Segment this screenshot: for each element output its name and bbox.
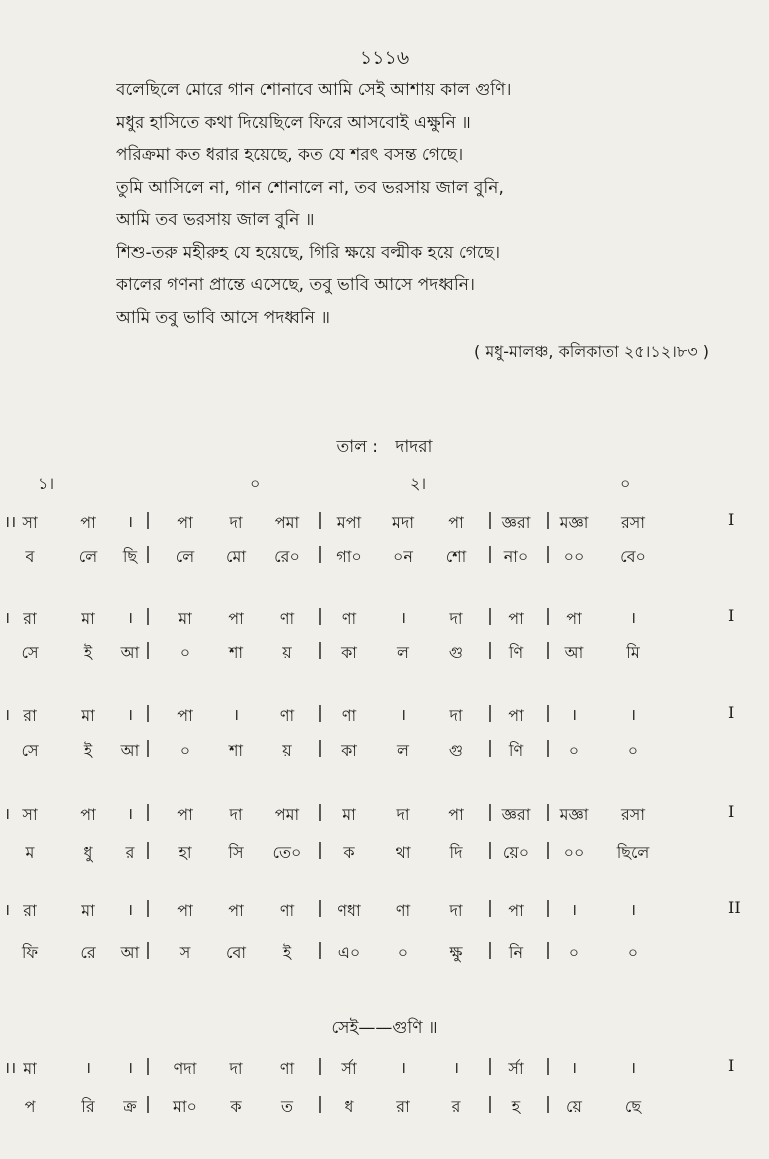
syllable-cell: ণি [508, 741, 524, 760]
bar-line: | [545, 1094, 551, 1114]
note-cell: পমা [274, 805, 300, 824]
note-cell: । [126, 1058, 134, 1077]
note-cell: পা [80, 805, 96, 824]
syllable-cell: ছিলে [616, 843, 650, 862]
syllable-cell: আ [120, 643, 140, 662]
beat-mark: ১। [38, 474, 55, 493]
syllable-cell: ণি [508, 643, 524, 662]
bar-line: | [545, 606, 551, 626]
bar-line: | [487, 898, 493, 918]
bar-line: | [317, 802, 323, 822]
note-cell: । [126, 705, 134, 724]
lyric-line: কালের গণনা প্রান্তে এসেছে, তবু ভাবি আসে পদধ্বনি। [116, 275, 475, 295]
notation-row [0, 898, 769, 928]
bar-line: | [545, 898, 551, 918]
syllable-cell: সি [228, 843, 244, 862]
note-cell: পা [448, 805, 464, 824]
syllable-cell: য় [282, 741, 292, 760]
bar-line: | [145, 940, 151, 960]
note-cell: । [126, 804, 134, 823]
syllable-cell: না০ [503, 547, 529, 566]
syllable-cell: ০ [627, 943, 639, 962]
note-cell: ণধা [337, 901, 361, 920]
note-cell: পা [566, 609, 582, 628]
syllable-cell: মা০ [173, 1097, 197, 1116]
bar-line: | [545, 940, 551, 960]
bar-line: | [317, 640, 323, 660]
note-cell: সা [22, 513, 38, 532]
bar-line: | [145, 802, 151, 822]
syllable-cell: ই [83, 741, 93, 760]
bar-line: | [487, 1056, 493, 1076]
note-cell: । [126, 900, 134, 919]
note-cell: পা [177, 805, 193, 824]
syllable-cell: শা [228, 741, 244, 760]
bar-line: | [145, 1094, 151, 1114]
syllable-cell: রে [80, 943, 96, 962]
bar-line: | [145, 703, 151, 723]
syllable-cell: গা০ [336, 547, 362, 566]
note-cell: । [629, 900, 637, 919]
syllable-cell: এ০ [337, 943, 361, 962]
row-start-marker: । [4, 608, 11, 627]
note-cell: । [570, 705, 578, 724]
syllable-cell: ০ন [393, 547, 413, 566]
notation-row [0, 510, 769, 540]
note-cell: পা [228, 901, 244, 920]
note-cell: ণা [279, 706, 295, 725]
note-cell: ণা [279, 609, 295, 628]
syllable-cell: য়ে০ [502, 843, 530, 862]
syllable-cell: য়ে [566, 1097, 582, 1116]
lyric-line: আমি তবু ভাবি আসে পদধ্বনি ॥ [116, 307, 330, 328]
note-cell: রা [23, 609, 37, 628]
note-cell: মা [178, 609, 192, 628]
syllable-cell: তে০ [272, 843, 302, 862]
syllable-cell: প [24, 1097, 36, 1116]
syllable-cell: গু [448, 741, 464, 760]
syllable-cell: নি [508, 943, 524, 962]
lyric-line: তুমি আসিলে না, গান শোনালে না, তব ভরসায় জাল বুনি, [116, 177, 504, 198]
note-cell: মা [342, 805, 356, 824]
syllable-cell: মো [225, 547, 247, 566]
beat-mark: ০ [620, 474, 631, 493]
bar-line: | [317, 738, 323, 758]
note-cell: । [399, 705, 407, 724]
bar-line: | [487, 606, 493, 626]
bar-line: | [487, 640, 493, 660]
note-cell: মজ্ঞা [559, 805, 589, 824]
bar-line: | [545, 802, 551, 822]
bar-line: | [487, 840, 493, 860]
syllable-cell: থা [395, 843, 411, 862]
note-cell: । [629, 705, 637, 724]
syllable-cell: ক [230, 1097, 242, 1116]
bar-line: | [545, 1056, 551, 1076]
syllable-cell: বে০ [620, 547, 646, 566]
note-cell: রসা [620, 513, 646, 532]
row-end-marker: II [728, 898, 741, 917]
syllable-cell: ০০ [563, 843, 585, 862]
notation-row [0, 703, 769, 733]
syllable-cell: রা [396, 1097, 410, 1116]
note-cell: । [84, 1058, 92, 1077]
bar-line: | [487, 738, 493, 758]
note-cell: ণা [279, 1059, 295, 1078]
syllable-cell: র [125, 843, 135, 862]
note-cell: । [126, 512, 134, 531]
syllable-row [0, 544, 769, 574]
note-cell: । [232, 705, 240, 724]
note-cell: মপা [336, 513, 362, 532]
row-end-marker: I [728, 802, 735, 821]
syllable-cell: ০ [179, 643, 191, 662]
note-cell: দা [229, 513, 243, 532]
syllable-cell: ০ [568, 741, 580, 760]
bar-line: | [317, 510, 323, 530]
syllable-cell: মি [626, 643, 640, 662]
row-end-marker: I [728, 606, 735, 625]
syllable-cell: রি [81, 1097, 95, 1116]
syllable-cell: কা [341, 741, 357, 760]
syllable-cell: আ [120, 741, 140, 760]
source-citation: ( মধু-মালঞ্চ, কলিকাতা ২৫।১২।৮৩ ) [474, 342, 709, 361]
note-cell: মজ্ঞা [559, 513, 589, 532]
note-cell: র্সা [508, 1059, 524, 1078]
syllable-cell: আ [120, 943, 140, 962]
syllable-row [0, 940, 769, 970]
syllable-row [0, 640, 769, 670]
syllable-cell: ০ [397, 943, 409, 962]
bar-line: | [317, 544, 323, 564]
note-cell: ণা [341, 609, 357, 628]
note-cell: । [629, 1058, 637, 1077]
row-start-marker: ।। [4, 1058, 17, 1077]
syllable-cell: গু [448, 643, 464, 662]
syllable-cell: ম [25, 843, 35, 862]
row-start-marker: । [4, 900, 11, 919]
bar-line: | [545, 640, 551, 660]
syllable-cell: ধ [344, 1097, 354, 1116]
bar-line: | [317, 940, 323, 960]
note-cell: দা [229, 805, 243, 824]
tala-name: দাদরা [395, 437, 433, 457]
bar-line: | [145, 898, 151, 918]
note-cell: পা [448, 513, 464, 532]
bar-line: | [487, 940, 493, 960]
syllable-cell: শা [228, 643, 244, 662]
note-cell: । [452, 1058, 460, 1077]
note-cell: পমা [274, 513, 300, 532]
syllable-cell: ০০ [563, 547, 585, 566]
bar-line: | [545, 738, 551, 758]
note-cell: জ্ঞরা [501, 513, 531, 532]
syllable-cell: ছে [624, 1097, 642, 1116]
tala-heading [0, 434, 769, 462]
bar-line: | [317, 840, 323, 860]
note-cell: রা [23, 706, 37, 725]
beat-marks [0, 471, 769, 497]
syllable-cell: বো [225, 943, 247, 962]
bar-line: | [545, 703, 551, 723]
note-cell: রসা [620, 805, 646, 824]
note-cell: মদা [392, 513, 414, 532]
syllable-cell: রে০ [274, 547, 300, 566]
note-cell: পা [80, 513, 96, 532]
syllable-cell: ই [83, 643, 93, 662]
row-start-marker: । [4, 804, 11, 823]
syllable-cell: দি [449, 843, 463, 862]
note-cell: । [570, 900, 578, 919]
syllable-cell: লে [78, 547, 98, 566]
note-cell: পা [508, 901, 524, 920]
bar-line: | [317, 703, 323, 723]
note-cell: পা [508, 706, 524, 725]
bar-line: | [145, 840, 151, 860]
syllable-cell: য় [282, 643, 292, 662]
bar-line: | [317, 606, 323, 626]
note-cell: দা [229, 1059, 243, 1078]
note-cell: রা [23, 901, 37, 920]
bar-line: | [317, 1094, 323, 1114]
bar-line: | [487, 1094, 493, 1114]
lyric-line: পরিক্রমা কত ধরার হয়েছে, কত যে শরৎ বসন্ত গেছে। [116, 145, 464, 165]
syllable-cell: ছি [122, 547, 138, 566]
beat-mark: ০ [250, 474, 261, 493]
syllable-cell: ক [343, 843, 355, 862]
note-cell: দা [449, 609, 463, 628]
syllable-cell: হা [178, 843, 192, 862]
bar-line: | [487, 703, 493, 723]
note-cell: জ্ঞরা [501, 805, 531, 824]
note-cell: সা [22, 805, 38, 824]
note-cell: । [629, 608, 637, 627]
syllable-row [0, 840, 769, 870]
lyric-line: বলেছিলে মোরে গান শোনাবে আমি সেই আশায় কাল গুণি। [116, 80, 512, 100]
syllable-cell: ০ [627, 741, 639, 760]
syllable-row [0, 738, 769, 768]
beat-mark: ২। [410, 474, 427, 493]
lyric-line: আমি তব ভরসায় জাল বুনি ॥ [116, 210, 315, 230]
bar-line: | [145, 510, 151, 530]
note-cell: দা [396, 805, 410, 824]
syllable-cell: ০ [568, 943, 580, 962]
refrain-label: সেই——গুণি ॥ [331, 1018, 438, 1038]
syllable-cell: শো [445, 547, 467, 566]
syllable-cell: ০ [179, 741, 191, 760]
note-cell: মা [81, 901, 95, 920]
syllable-cell: স [179, 943, 191, 962]
bar-line: | [317, 1056, 323, 1076]
lyric-line: শিশু-তরু মহীরুহ যে হয়েছে, গিরি ক্ষয়ে বল্মীক হয়ে গেছে। [116, 242, 501, 263]
note-cell: দা [449, 706, 463, 725]
syllable-cell: ল [397, 741, 409, 760]
row-start-marker: ।। [4, 512, 17, 531]
bar-line: | [145, 640, 151, 660]
tala-label: তাল : [336, 437, 378, 457]
note-cell: পা [228, 609, 244, 628]
note-cell: পা [177, 706, 193, 725]
syllable-row [0, 1094, 769, 1124]
note-cell: ণদা [173, 1059, 197, 1078]
syllable-cell: সে [21, 643, 39, 662]
syllable-cell: হ [511, 1097, 521, 1116]
note-cell: মা [81, 706, 95, 725]
note-cell: মা [81, 609, 95, 628]
syllable-cell: ফি [21, 943, 39, 962]
bar-line: | [317, 898, 323, 918]
bar-line: | [545, 544, 551, 564]
bar-line: | [145, 738, 151, 758]
note-cell: দা [449, 901, 463, 920]
syllable-cell: ব [25, 547, 35, 566]
note-cell: । [399, 1058, 407, 1077]
syllable-cell: ক্ষু [449, 943, 463, 962]
lyric-line: মধুর হাসিতে কথা দিয়েছিলে ফিরে আসবোই এক্ষুনি ॥ [116, 112, 471, 133]
bar-line: | [487, 802, 493, 822]
bar-line: | [545, 510, 551, 530]
bar-line: | [145, 606, 151, 626]
bar-line: | [487, 510, 493, 530]
note-cell: পা [177, 901, 193, 920]
note-cell: । [570, 1058, 578, 1077]
syllable-cell: ল [397, 643, 409, 662]
note-cell: । [126, 608, 134, 627]
syllable-cell: সে [21, 741, 39, 760]
bar-line: | [145, 1056, 151, 1076]
row-start-marker: । [4, 705, 11, 724]
syllable-cell: কা [341, 643, 357, 662]
syllable-cell: আ [564, 643, 584, 662]
syllable-cell: র [451, 1097, 461, 1116]
note-cell: ণা [279, 901, 295, 920]
note-cell: র্সা [341, 1059, 357, 1078]
bar-line: | [545, 840, 551, 860]
syllable-cell: ক্র [123, 1097, 137, 1116]
notation-row [0, 1056, 769, 1086]
lyrics-block [116, 74, 716, 334]
page-number: ১১১৬ [359, 47, 410, 69]
syllable-cell: ত [280, 1097, 294, 1116]
notation-row [0, 802, 769, 832]
syllable-cell: লে [175, 547, 195, 566]
note-cell: পা [177, 513, 193, 532]
row-end-marker: I [728, 1056, 735, 1075]
row-end-marker: I [728, 703, 735, 722]
note-cell: মা [23, 1059, 37, 1078]
row-end-marker: I [728, 510, 735, 529]
syllable-cell: ই [282, 943, 292, 962]
bar-line: | [145, 544, 151, 564]
note-cell: । [399, 608, 407, 627]
syllable-cell: ধু [83, 843, 93, 862]
note-cell: পা [508, 609, 524, 628]
note-cell: ণা [395, 901, 411, 920]
bar-line: | [487, 544, 493, 564]
note-cell: ণা [341, 706, 357, 725]
notation-row [0, 606, 769, 636]
